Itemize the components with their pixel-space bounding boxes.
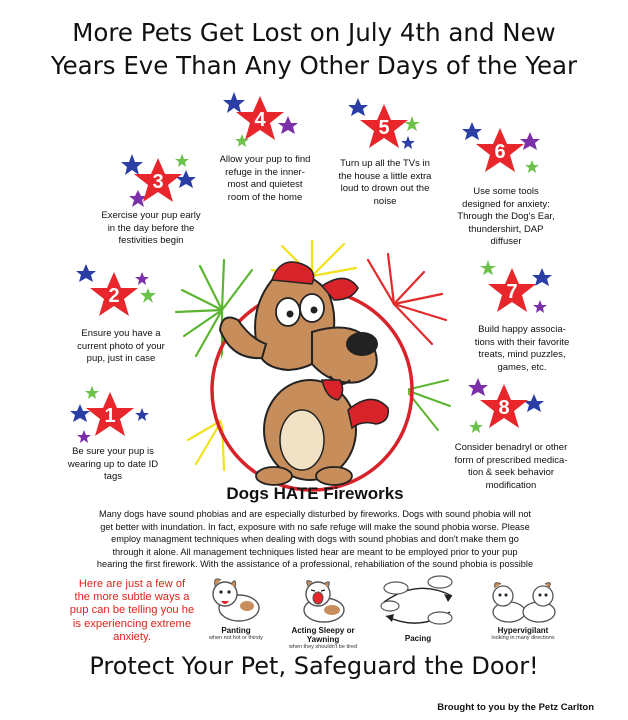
accent-star-icon bbox=[223, 92, 245, 113]
tip-3: Exercise your pup early in the day before the festivities begin bbox=[101, 210, 201, 246]
accent-star-icon bbox=[480, 260, 496, 275]
accent-star-icon bbox=[70, 404, 90, 422]
accent-star-icon bbox=[176, 170, 196, 188]
sign-sleepy-yawning: Acting Sleepy or Yawning when they shouldn't be tired bbox=[276, 574, 370, 651]
tip-1: Be sure your pup is wearing up to date ID tags bbox=[67, 446, 159, 482]
accent-star-icon bbox=[533, 300, 547, 313]
star-number: 8 bbox=[498, 397, 510, 419]
accent-star-icon bbox=[76, 264, 96, 282]
star-badge-4 bbox=[208, 88, 318, 160]
star-number: 3 bbox=[152, 171, 164, 193]
sound-phobia-paragraph: Many dogs have sound phobias and are especially disturbed by fireworks. Dogs with sound phobia will not get better with inundation. In fact, exposure with no safe refuge will make the sound phobia worse. Please employ managment techniques when dealing with dogs with sound phobias and don't make them go through it alone. All management techniques listed hear are meant to be employed prior to your pup hearing the first firework. With the assistance of a professional, rehabiliation of the sound phobia is possible bbox=[96, 509, 534, 570]
tip-2: Ensure you have a current photo of your pup, just in case bbox=[77, 328, 165, 364]
star-number: 6 bbox=[494, 141, 506, 163]
hypervigilant-dogs-icon bbox=[483, 574, 563, 626]
accent-star-icon bbox=[135, 408, 149, 421]
tip-4: Allow your pup to find refuge in the inner- most and quietest room of the home bbox=[219, 154, 311, 203]
accent-star-icon bbox=[77, 430, 91, 443]
accent-star-icon bbox=[532, 268, 552, 286]
accent-star-icon bbox=[520, 132, 540, 150]
dogs-hate-fireworks-label: Dogs HATE Fireworks bbox=[226, 484, 404, 503]
sign-panting: Panting when not hot or thirsty bbox=[196, 574, 276, 642]
accent-star-icon bbox=[135, 272, 149, 285]
accent-star-icon bbox=[348, 98, 368, 116]
sign-hypervigilant: Hypervigilant looking in many directions bbox=[468, 574, 578, 642]
dog-fireworks-illustration bbox=[162, 240, 462, 510]
panting-dog-icon bbox=[205, 574, 267, 626]
accent-star-icon bbox=[85, 386, 99, 399]
star-badge-6 bbox=[448, 120, 558, 192]
star-badge-7 bbox=[458, 258, 568, 330]
anxiety-signs-note: Here are just a few of the more subtle ways a pup can be telling you he is experiencing extreme anxiety. bbox=[69, 578, 195, 643]
accent-star-icon bbox=[175, 154, 189, 167]
accent-star-icon bbox=[121, 154, 143, 175]
star-badge-8 bbox=[450, 376, 560, 448]
accent-star-icon bbox=[140, 288, 156, 303]
accent-star-icon bbox=[525, 160, 539, 173]
accent-star-icon bbox=[469, 420, 483, 433]
accent-star-icon bbox=[524, 394, 544, 412]
credit-line: Brought to you by the Petz Carlton bbox=[437, 702, 594, 713]
accent-star-icon bbox=[462, 122, 482, 140]
tip-5: Turn up all the TVs in the house a little extra loud to drown out the noise bbox=[338, 158, 432, 207]
tip-6: Use some tools designed for anxiety: Through the Dog's Ear, thundershirt, DAP diffuser bbox=[457, 186, 555, 247]
title-line-1: More Pets Get Lost on July 4th and New bbox=[72, 18, 556, 47]
tip-8: Consider benadryl or other form of prescribed medica- tion & seek behavior modification bbox=[454, 442, 568, 491]
star-badge-2 bbox=[64, 262, 174, 334]
accent-star-icon bbox=[468, 378, 488, 396]
accent-star-icon bbox=[404, 116, 420, 131]
star-number: 5 bbox=[378, 117, 390, 139]
yawning-dog-icon bbox=[292, 574, 354, 626]
protect-your-pet-slogan: Protect Your Pet, Safeguard the Door! bbox=[89, 652, 539, 680]
star-number: 1 bbox=[104, 405, 116, 427]
star-number: 7 bbox=[506, 281, 518, 303]
title-line-2: Years Eve Than Any Other Days of the Year bbox=[50, 51, 578, 80]
accent-star-icon bbox=[278, 116, 298, 134]
accent-star-icon bbox=[401, 136, 415, 149]
sign-pacing: Pacing bbox=[368, 572, 468, 643]
pacing-dogs-icon bbox=[370, 572, 466, 634]
star-number: 4 bbox=[254, 109, 266, 131]
star-number: 2 bbox=[108, 285, 120, 307]
tip-7: Build happy associa- tions with their favorite treats, mind puzzles, games, etc. bbox=[474, 324, 570, 373]
page-title bbox=[0, 16, 628, 82]
